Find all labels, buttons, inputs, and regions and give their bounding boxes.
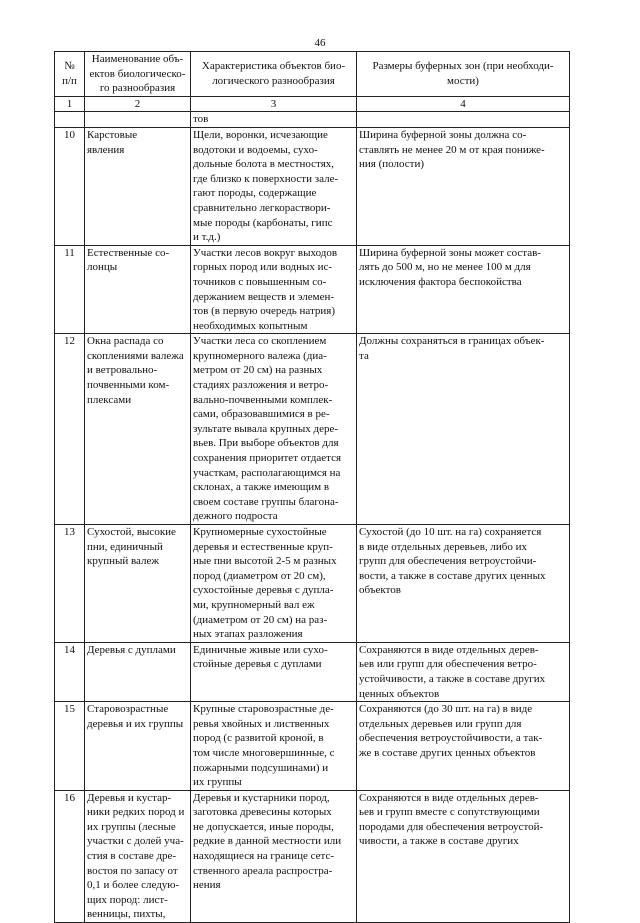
buffer-zone-size: Ширина буферной зоны может состав- лять до 500 м, но не менее 100 м для исключения фактора беспокойства xyxy=(357,245,570,334)
row-number: 11 xyxy=(55,245,85,334)
column-number: 3 xyxy=(191,96,357,112)
table-row xyxy=(55,790,570,922)
object-name: Карстовые явления xyxy=(85,127,191,245)
buffer-zone-size: Сохраняются в виде отдельных дерев- ьев и групп вместе с сопутствующими породами для обеспечения ветроустой- чивости, а также в составе других xyxy=(357,790,570,922)
header-characteristic: Характеристика объектов био- логического разнообразия xyxy=(191,52,357,97)
column-number-row xyxy=(55,96,570,112)
table-row xyxy=(55,334,570,525)
buffer-zone-size: Сухостой (до 10 шт. на га) сохраняется в виде отдельных деревьев, либо их групп для обеспечения ветроустойчи- вости, а также в составе других ценных объектов xyxy=(357,525,570,643)
column-number: 4 xyxy=(357,96,570,112)
header-number: № п/п xyxy=(55,52,85,97)
continuation-row xyxy=(55,112,570,128)
object-characteristic: Участки лесов вокруг выходов горных пород или водных ис- точников с повышенным со- держанием веществ и элемен- тов (в первую очередь натрия) необходимых копытным xyxy=(191,245,357,334)
row-number: 13 xyxy=(55,525,85,643)
continuation-num-cell xyxy=(55,112,85,128)
row-number: 15 xyxy=(55,702,85,791)
column-number: 1 xyxy=(55,96,85,112)
column-number: 2 xyxy=(85,96,191,112)
object-name: Деревья с дуплами xyxy=(85,642,191,701)
buffer-zone-size: Сохраняются (до 30 шт. на га) в виде отдельных деревьев или групп для обеспечения ветроустойчивости, а так- же в составе других ценных объектов xyxy=(357,702,570,791)
table-row xyxy=(55,127,570,245)
header-object-name: Наименование объ- ектов биологическо- го разнообразия xyxy=(85,52,191,97)
object-name: Старовозрастные деревья и их группы xyxy=(85,702,191,791)
continuation-name xyxy=(85,112,191,128)
table-row xyxy=(55,525,570,643)
object-characteristic: Щели, воронки, исчезающие водотоки и водоемы, сухо- дольные болота в местностях, где близко к поверхности зале- гают породы, содержащие сравнительно легкораствори- мые породы (карбонаты, гипс и т.д.) xyxy=(191,127,357,245)
buffer-zone-size: Должны сохраняться в границах объек- та xyxy=(357,334,570,525)
object-characteristic: Деревья и кустарники пород, заготовка древесины которых не допускается, иные породы, редкие в данной местности или находящиеся на границе сетс- ственного ареала распростра- нения xyxy=(191,790,357,922)
object-characteristic: Единичные живые или сухо- стойные деревья с дуплами xyxy=(191,642,357,701)
page-number: 46 xyxy=(314,37,326,49)
object-name: Окна распада со скоплениями валежа и ветровально- почвенными ком- плексами xyxy=(85,334,191,525)
continuation-buffer xyxy=(357,112,570,128)
row-number: 12 xyxy=(55,334,85,525)
object-name: Сухостой, высокие пни, единичный крупный валеж xyxy=(85,525,191,643)
object-name: Деревья и кустар- ники редких пород и их группы (лесные участки с долей уча- стия в составе дре- востоя по запасу от 0,1 и более следую- щих пород: лист- венницы, пихты, xyxy=(85,790,191,922)
object-name: Естественные со- лонцы xyxy=(85,245,191,334)
object-characteristic: Участки леса со скоплением крупномерного валежа (диа- метром от 20 см) на разных стадиях разложения и ветро- вально-почвенными комплек- сами, образовавшимися в ре- зультате вывала крупных дере- вьев. При выборе объектов для сохранения приоритет отдается участкам, располагающимся на склонах, а также имеющим в своем составе группы благона- дежного подроста xyxy=(191,334,357,525)
row-number: 14 xyxy=(55,642,85,701)
row-number: 16 xyxy=(55,790,85,922)
object-characteristic: Крупные старовозрастные де- ревья хвойных и лиственных пород (с развитой кроной, в том числе многовершинные, с пожарными подсушинами) и их группы xyxy=(191,702,357,791)
table-row xyxy=(55,702,570,791)
biodiversity-table xyxy=(54,51,570,923)
continuation-characteristic: тов xyxy=(191,112,357,128)
table-row xyxy=(55,245,570,334)
header-buffer-zone: Размеры буферных зон (при необходи- мости) xyxy=(357,52,570,97)
buffer-zone-size: Сохраняются в виде отдельных дерев- ьев или групп для обеспечения ветро- устойчивости, а также в составе других ценных объектов xyxy=(357,642,570,701)
table-header-row xyxy=(55,52,570,97)
object-characteristic: Крупномерные сухостойные деревья и естественные круп- ные пни высотой 2-5 м разных пород (диаметром от 20 см), сухостойные деревья с дупла- ми, крупномерный вал еж (диаметром от 20 см) на раз- ных этапах разложения xyxy=(191,525,357,643)
buffer-zone-size: Ширина буферной зоны должна со- ставлять не менее 20 м от края пониже- ния (полости) xyxy=(357,127,570,245)
table-row xyxy=(55,642,570,701)
row-number: 10 xyxy=(55,127,85,245)
